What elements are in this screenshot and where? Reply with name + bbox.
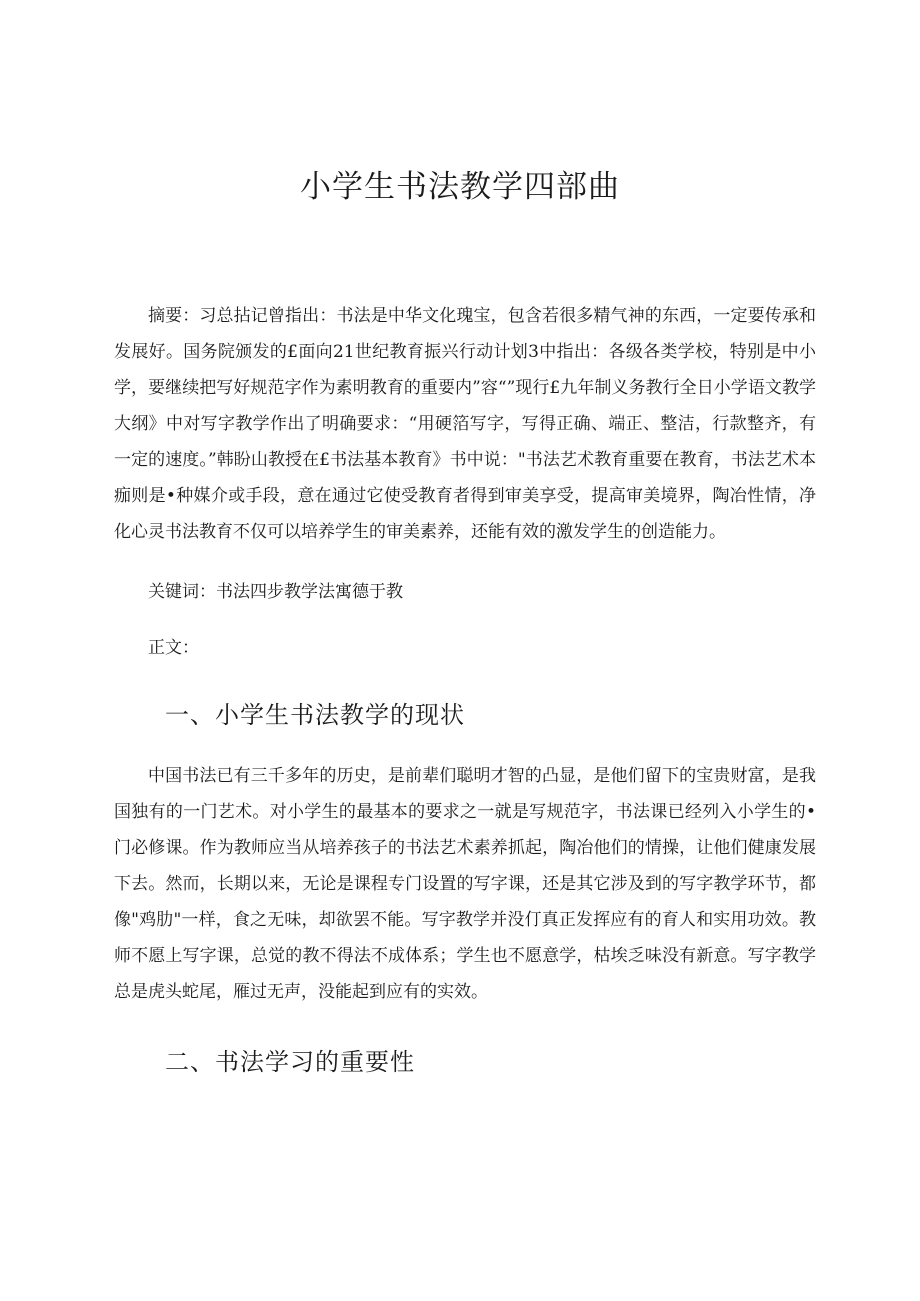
section-heading-1: 一、小学生书法教学的现状 [165, 701, 465, 729]
keywords-line: 关键词：书法四步教学法寓德于教 [148, 582, 403, 602]
body-label: 正文： [148, 638, 199, 658]
section-1-paragraph: 中国书法已有三千多年的历史，是前辈们聪明才智的凸显，是他们留下的宝贵财富，是我国独有的一门艺术。对小学生的最基本的要求之一就是写规范字，书法课已经列入小学生的•门必修课。作为教师应当从培养孩子的书法艺术素养抓起，陶冶他们的情操，让他们健康发展下去。然而，长期以来，无论是课程专门设置的写字课，还是其它涉及到的写字教学环节，都像"鸡肋"一样，食之无味，却欲罢不能。写字教学并没仃真正发挥应有的育人和实用功效。教师不愿上写字课，总觉的教不得法不成体系；学生也不愿意学，枯埃乏味没有新意。写字教学总是虎头蛇尾，雁过无声，没能起到应有的实效。 [114, 766, 816, 1002]
section-heading-2: 二、书法学习的重要性 [165, 1048, 415, 1076]
abstract-paragraph: 摘要：习总拈记曾指出：书法是中华文化瑰宝，包含若很多精气神的东西，一定要传承和发展好。国务院颁发的£面向21世纪教育振兴行动计划3中指出：各级各类学校，特别是中小学，要继续把写好规范字作为素明教育的重要内”容“”现行£九年制义务教行全日小学语文教学大纲》中对写字教学作出了明确要求：“用硬箔写字，写得正确、端正、整洁，行款整齐，有一定的速度。”韩盼山教授在£书法基本教育》书中说："书法艺术教育重要在教育，书法艺术本痂则是•种媒介或手段，意在通过它使受教育者得到审美享受，提高审美境界，陶冶性情，净化心灵书法教育不仅可以培养学生的审美素养，还能有效的激发学生的创造能力。 [114, 306, 816, 542]
document-title: 小学生书法教学四部曲 [300, 169, 620, 205]
